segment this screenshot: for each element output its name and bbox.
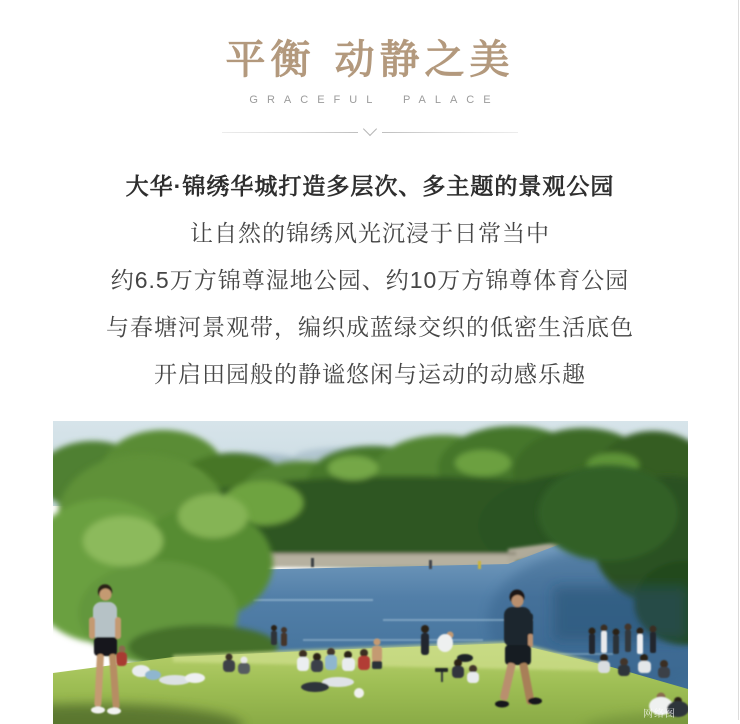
- header: [0, 0, 740, 137]
- page-title: 平衡 动静之美: [225, 36, 515, 83]
- divider: [222, 127, 518, 137]
- intro-line: 约6.5万方锦尊湿地公园、约10万方锦尊体育公园: [110, 267, 630, 293]
- divider-line-left: [222, 132, 358, 133]
- divider-line-right: [382, 132, 518, 133]
- intro-line: 大华·锦绣华城打造多层次、多主题的景观公园: [125, 173, 615, 199]
- intro-line: 让自然的锦绣风光沉浸于日常当中: [190, 220, 550, 246]
- intro-copy: [0, 163, 740, 398]
- chevron-down-icon: [363, 122, 377, 136]
- page-subtitle: GRACEFUL PALACE: [249, 94, 500, 106]
- intro-line: 开启田园般的静谧悠闲与运动的动感乐趣: [154, 361, 586, 387]
- park-photo: [53, 421, 688, 724]
- intro-line: 与春塘河景观带，编织成蓝绿交织的低密生活底色: [106, 314, 634, 340]
- watermark-text: 网络图: [642, 709, 676, 720]
- page-edge-line: [738, 0, 739, 720]
